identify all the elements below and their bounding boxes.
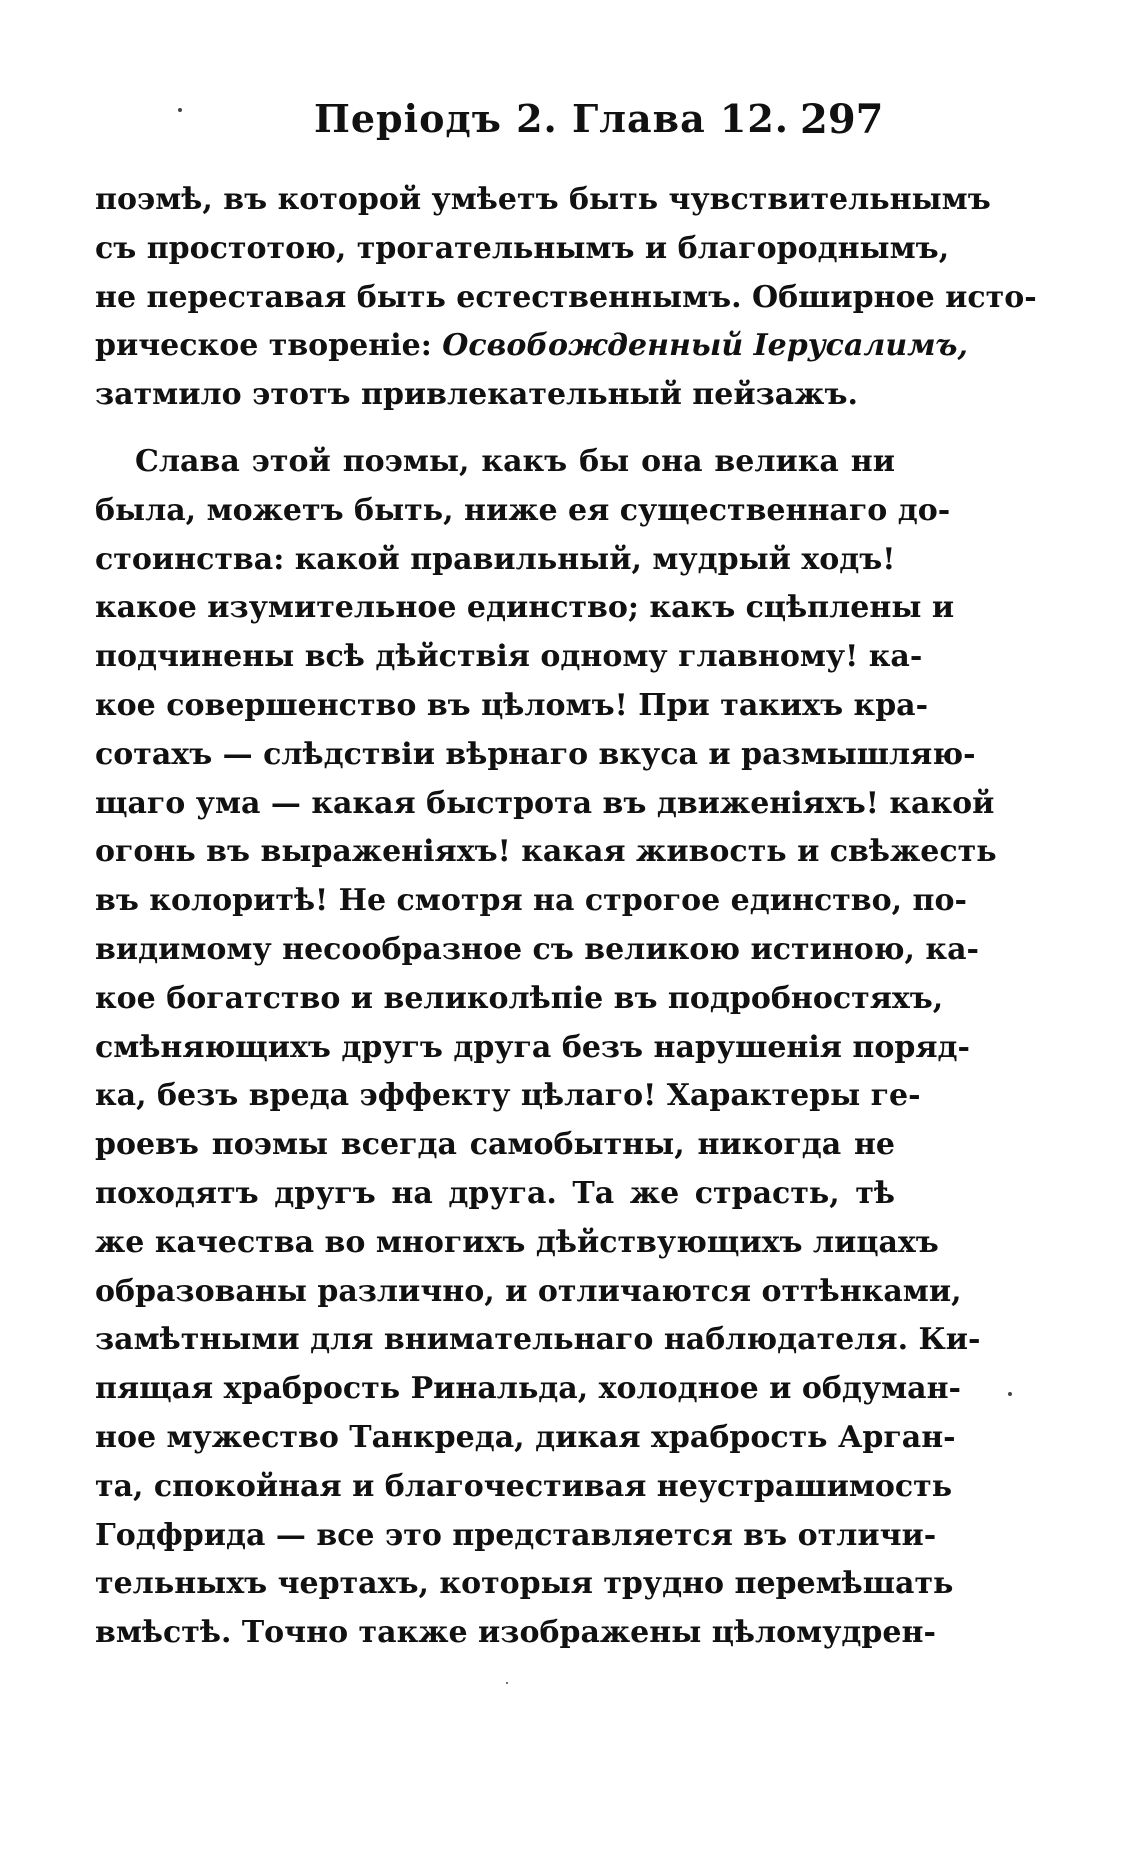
text-line: походятъ другъ на друга. Та же страсть, тѣ xyxy=(95,1175,895,1211)
text-line: та, спокойная и благочестивая неустрашимость xyxy=(95,1468,953,1504)
page-header xyxy=(300,96,900,152)
text-line: затмило этотъ привлекательный пейзажъ. xyxy=(95,377,858,413)
text-line: ка, безъ вреда эффекту цѣлаго! Характеры ге- xyxy=(95,1078,921,1114)
book-title-italic: Освобожденный Іерусалимъ, xyxy=(442,328,968,364)
text-line: смѣняющихъ другъ друга безъ нарушенія поряд- xyxy=(95,1029,970,1065)
text-line: была, можетъ быть, ниже ея существеннаго до- xyxy=(95,492,951,528)
text-line: поэмѣ, въ которой умѣетъ быть чувствительнымъ xyxy=(95,182,991,217)
text-line: же качества во многихъ дѣйствующихъ лицахъ xyxy=(95,1224,939,1260)
text-line: кое богатство и великолѣпіе въ подробностяхъ, xyxy=(95,980,944,1016)
running-head: Періодъ 2. Глава 12. xyxy=(314,96,790,141)
text-line: вмѣстѣ. Точно также изображены цѣломудрен- xyxy=(95,1615,936,1651)
scan-speck xyxy=(1008,1392,1012,1396)
text-line: подчинены всѣ дѣйствія одному главному! ка- xyxy=(95,639,923,675)
text-line: пящая храбрость Ринальда, холодное и обдуман- xyxy=(95,1371,962,1407)
scan-speck xyxy=(178,108,182,112)
text-line: ное мужество Танкреда, дикая храбрость Арган- xyxy=(95,1419,956,1455)
text-line: видимому несообразное съ великою истиною, ка- xyxy=(95,931,979,967)
text-line: не переставая быть естественнымъ. Обширное исто- xyxy=(95,279,1037,315)
text-line xyxy=(95,322,968,371)
page-number: 297 xyxy=(800,96,884,143)
text-line: тельныхъ чертахъ, которыя трудно перемѣшать xyxy=(95,1566,954,1602)
paragraph xyxy=(95,176,1037,420)
scan-speck xyxy=(506,1682,508,1684)
text-line: Годфрида — все это представляется въ отличи- xyxy=(95,1517,937,1553)
text-line: роевъ поэмы всегда самобытны, никогда не xyxy=(95,1127,895,1163)
text-line: кое совершенство въ цѣломъ! При такихъ кра- xyxy=(95,687,929,723)
body-text xyxy=(95,176,1037,1658)
text-line: какое изумительное единство; какъ сцѣплены и xyxy=(95,590,955,626)
text-line: сотахъ — слѣдствіи вѣрнаго вкуса и размышляю- xyxy=(95,736,976,772)
paragraph xyxy=(95,438,997,1658)
text-line-start: рическое твореніе: xyxy=(95,328,443,364)
text-line: съ простотою, трогательнымъ и благороднымъ, xyxy=(95,230,950,266)
text-line: стоинства: какой правильный, мудрый ходъ! xyxy=(95,541,896,577)
text-line: въ колоритѣ! Не смотря на строгое единство, по- xyxy=(95,883,967,919)
paragraph-gap xyxy=(95,420,895,438)
text-line: щаго ума — какая быстрота въ движеніяхъ! какой xyxy=(95,785,995,821)
text-line: замѣтными для внимательнаго наблюдателя. Ки- xyxy=(95,1322,981,1358)
text-line: образованы различно, и отличаются оттѣнками, xyxy=(95,1273,962,1309)
text-line: Слава этой поэмы, какъ бы она велика ни xyxy=(135,443,895,479)
text-line: огонь въ выраженіяхъ! какая живость и свѣжесть xyxy=(95,834,997,870)
